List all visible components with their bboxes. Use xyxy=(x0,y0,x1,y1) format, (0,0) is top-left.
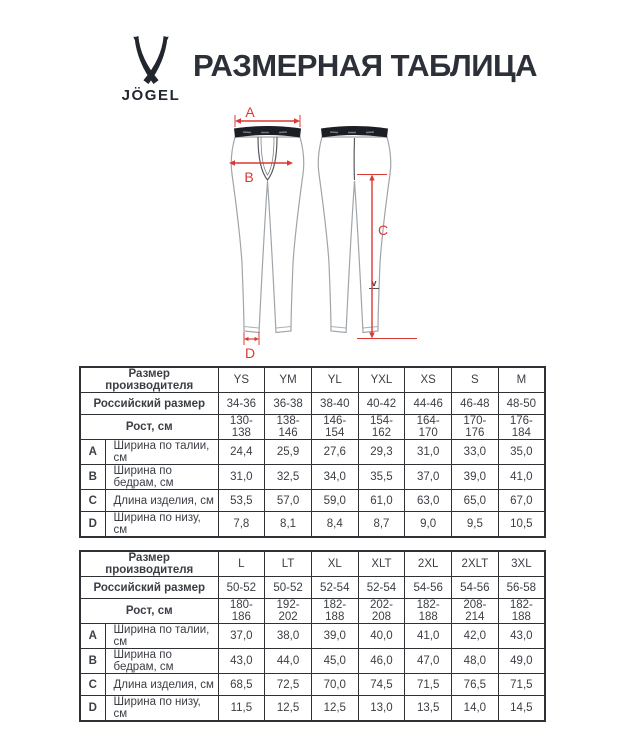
measure-value-cell: 72,5 xyxy=(265,674,312,696)
header-value-cell: 44-46 xyxy=(405,393,452,415)
size-code-cell: M xyxy=(498,367,545,393)
size-code-cell: L xyxy=(218,551,265,577)
measure-value-cell: 43,0 xyxy=(498,624,545,649)
header-row-label: Размер производителя xyxy=(80,551,218,577)
header-row xyxy=(80,577,545,599)
measure-value-cell: 65,0 xyxy=(452,490,499,512)
measure-a-arrowhead-right xyxy=(294,118,300,123)
header-row-label: Рост, см xyxy=(80,599,218,624)
measure-value-cell: 32,5 xyxy=(265,465,312,490)
header-value-cell: 54-56 xyxy=(452,577,499,599)
measure-letter-cell: B xyxy=(80,465,105,490)
measure-letter-cell: A xyxy=(80,624,105,649)
measurement-row xyxy=(80,674,545,696)
leg-logo-mark: v xyxy=(371,278,377,288)
measure-value-cell: 12,5 xyxy=(265,696,312,722)
front-view-outline xyxy=(231,137,304,333)
header-value-cell: 154-162 xyxy=(358,415,405,440)
brand-logo xyxy=(110,36,192,104)
measurement-row xyxy=(80,696,545,722)
measure-value-cell: 33,0 xyxy=(452,440,499,465)
measure-value-cell: 25,9 xyxy=(265,440,312,465)
measure-name-cell: Длина изделия, см xyxy=(105,674,218,696)
header-value-cell: 180-186 xyxy=(218,599,265,624)
measure-value-cell: 74,5 xyxy=(358,674,405,696)
header-row-label: Размер производителя xyxy=(80,367,218,393)
measure-name-cell: Ширина по низу, см xyxy=(105,512,218,538)
header-value-cell: 52-54 xyxy=(311,577,358,599)
measure-value-cell: 67,0 xyxy=(498,490,545,512)
measure-value-cell: 31,0 xyxy=(218,465,265,490)
size-table-youth-small xyxy=(79,366,546,538)
header-value-cell: 36-38 xyxy=(265,393,312,415)
size-code-cell: 3XL xyxy=(498,551,545,577)
measure-value-cell: 14,5 xyxy=(498,696,545,722)
header-value-cell: 38-40 xyxy=(311,393,358,415)
measure-value-cell: 41,0 xyxy=(405,624,452,649)
size-code-cell: S xyxy=(452,367,499,393)
measure-value-cell: 43,0 xyxy=(218,649,265,674)
header-value-cell: 40-42 xyxy=(358,393,405,415)
measure-name-cell: Ширина по бедрам, см xyxy=(105,465,218,490)
header-row-label: Российский размер xyxy=(80,393,218,415)
jogel-logo-icon xyxy=(132,36,170,84)
measure-value-cell: 39,0 xyxy=(452,465,499,490)
measure-label-a: A xyxy=(245,104,255,120)
measure-letter-cell: B xyxy=(80,649,105,674)
front-waistband-logos xyxy=(243,132,287,133)
header-row xyxy=(80,551,545,577)
measure-value-cell: 35,0 xyxy=(498,440,545,465)
measure-value-cell: 29,3 xyxy=(358,440,405,465)
measure-value-cell: 35,5 xyxy=(358,465,405,490)
header-value-cell: 164-170 xyxy=(405,415,452,440)
header-value-cell: 208-214 xyxy=(452,599,499,624)
page-title: РАЗМЕРНАЯ ТАБЛИЦА xyxy=(193,48,538,83)
header-row-label: Российский размер xyxy=(80,577,218,599)
size-code-cell: 2XLT xyxy=(452,551,499,577)
measure-value-cell: 31,0 xyxy=(405,440,452,465)
measure-label-b: B xyxy=(244,169,254,185)
measure-letter-cell: D xyxy=(80,696,105,722)
size-code-cell: YM xyxy=(265,367,312,393)
measure-value-cell: 47,0 xyxy=(405,649,452,674)
measure-value-cell: 61,0 xyxy=(358,490,405,512)
measure-value-cell: 68,5 xyxy=(218,674,265,696)
measure-label-c: C xyxy=(378,222,389,238)
measure-value-cell: 38,0 xyxy=(265,624,312,649)
header-value-cell: 48-50 xyxy=(498,393,545,415)
measure-d-arrowhead-left xyxy=(244,337,249,341)
measure-value-cell: 13,0 xyxy=(358,696,405,722)
measure-value-cell: 8,1 xyxy=(265,512,312,538)
header-value-cell: 46-48 xyxy=(452,393,499,415)
measure-c-arrowhead-bottom xyxy=(369,333,374,339)
measure-value-cell: 7,8 xyxy=(218,512,265,538)
size-code-cell: XL xyxy=(311,551,358,577)
measure-name-cell: Ширина по талии, см xyxy=(105,440,218,465)
measure-name-cell: Ширина по низу, см xyxy=(105,696,218,722)
measurement-row xyxy=(80,512,545,538)
measure-value-cell: 76,5 xyxy=(452,674,499,696)
size-code-cell: YS xyxy=(218,367,265,393)
brand-wordmark: JÖGEL xyxy=(121,87,181,104)
header-value-cell: 192-202 xyxy=(265,599,312,624)
measurement-row xyxy=(80,490,545,512)
header-value-cell: 130-138 xyxy=(218,415,265,440)
back-waistband-logos xyxy=(330,132,374,133)
measure-letter-cell: D xyxy=(80,512,105,538)
measurement-row xyxy=(80,440,545,465)
header-value-cell: 50-52 xyxy=(218,577,265,599)
header-value-cell: 202-208 xyxy=(358,599,405,624)
measure-value-cell: 10,5 xyxy=(498,512,545,538)
measure-value-cell: 44,0 xyxy=(265,649,312,674)
header-row xyxy=(80,367,545,393)
measure-value-cell: 12,5 xyxy=(311,696,358,722)
header-value-cell: 182-188 xyxy=(498,599,545,624)
measure-value-cell: 39,0 xyxy=(311,624,358,649)
size-code-cell: XS xyxy=(405,367,452,393)
measure-label-d: D xyxy=(244,345,256,361)
header-value-cell: 182-188 xyxy=(311,599,358,624)
measure-value-cell: 34,0 xyxy=(311,465,358,490)
measurement-row xyxy=(80,649,545,674)
measure-letter-cell: A xyxy=(80,440,105,465)
measure-value-cell: 11,5 xyxy=(218,696,265,722)
header-value-cell: 56-58 xyxy=(498,577,545,599)
header-row-label: Рост, см xyxy=(80,415,218,440)
measure-a-arrowhead-left xyxy=(235,118,241,123)
measure-value-cell: 49,0 xyxy=(498,649,545,674)
measure-name-cell: Ширина по бедрам, см xyxy=(105,649,218,674)
leggings-measurement-diagram xyxy=(205,98,425,363)
measure-value-cell: 71,5 xyxy=(405,674,452,696)
measure-value-cell: 71,5 xyxy=(498,674,545,696)
header-value-cell: 170-176 xyxy=(452,415,499,440)
measure-value-cell: 53,5 xyxy=(218,490,265,512)
measure-d-arrowhead-right xyxy=(255,337,260,341)
measure-value-cell: 9,5 xyxy=(452,512,499,538)
measure-letter-cell: C xyxy=(80,490,105,512)
header-row xyxy=(80,599,545,624)
measurement-row xyxy=(80,465,545,490)
measure-value-cell: 48,0 xyxy=(452,649,499,674)
measure-value-cell: 46,0 xyxy=(358,649,405,674)
header-value-cell: 182-188 xyxy=(405,599,452,624)
measure-value-cell: 37,0 xyxy=(218,624,265,649)
header-value-cell: 50-52 xyxy=(265,577,312,599)
header-value-cell: 138-146 xyxy=(265,415,312,440)
measurement-row xyxy=(80,624,545,649)
measure-letter-cell: C xyxy=(80,674,105,696)
measure-value-cell: 9,0 xyxy=(405,512,452,538)
size-code-cell: LT xyxy=(265,551,312,577)
header-row xyxy=(80,393,545,415)
header-row xyxy=(80,415,545,440)
measure-value-cell: 70,0 xyxy=(311,674,358,696)
size-code-cell: YL xyxy=(311,367,358,393)
measure-value-cell: 59,0 xyxy=(311,490,358,512)
header-value-cell: 146-154 xyxy=(311,415,358,440)
size-table-large xyxy=(79,550,546,722)
header-value-cell: 176-184 xyxy=(498,415,545,440)
measure-value-cell: 13,5 xyxy=(405,696,452,722)
header-value-cell: 34-36 xyxy=(218,393,265,415)
measure-value-cell: 24,4 xyxy=(218,440,265,465)
size-code-cell: YXL xyxy=(358,367,405,393)
measure-value-cell: 8,7 xyxy=(358,512,405,538)
measure-value-cell: 8,4 xyxy=(311,512,358,538)
size-code-cell: 2XL xyxy=(405,551,452,577)
measure-value-cell: 45,0 xyxy=(311,649,358,674)
measure-value-cell: 40,0 xyxy=(358,624,405,649)
header-value-cell: 52-54 xyxy=(358,577,405,599)
measure-value-cell: 41,0 xyxy=(498,465,545,490)
measure-name-cell: Ширина по талии, см xyxy=(105,624,218,649)
measure-value-cell: 37,0 xyxy=(405,465,452,490)
measure-name-cell: Длина изделия, см xyxy=(105,490,218,512)
measure-value-cell: 57,0 xyxy=(265,490,312,512)
measure-value-cell: 63,0 xyxy=(405,490,452,512)
measure-value-cell: 42,0 xyxy=(452,624,499,649)
measure-value-cell: 14,0 xyxy=(452,696,499,722)
header-value-cell: 54-56 xyxy=(405,577,452,599)
measure-value-cell: 27,6 xyxy=(311,440,358,465)
size-code-cell: XLT xyxy=(358,551,405,577)
